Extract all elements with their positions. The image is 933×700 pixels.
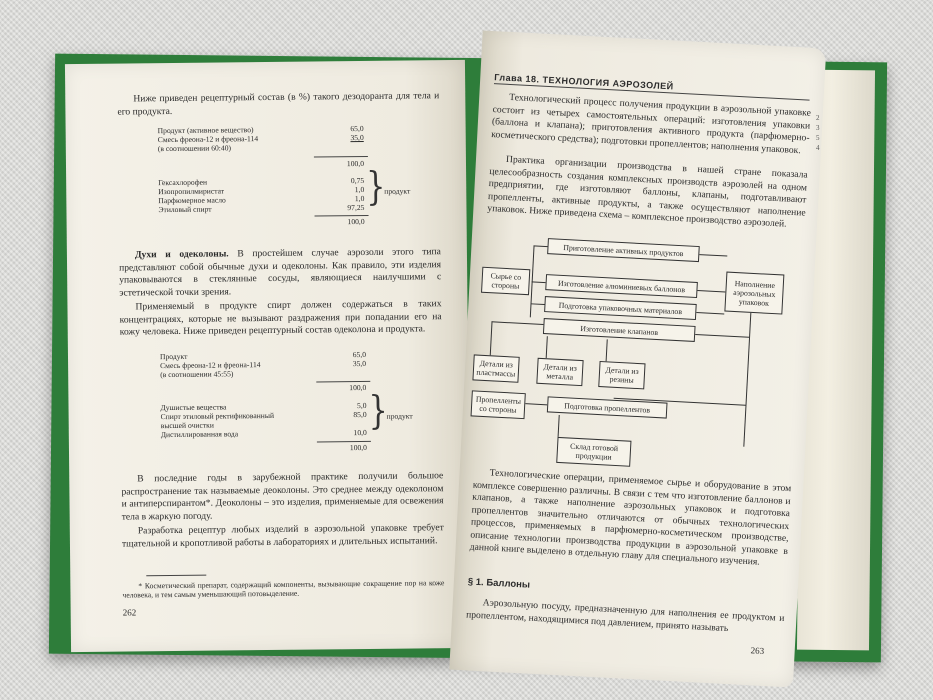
chapter-header: Глава 18. ТЕХНОЛОГИЯ АЭРОЗОЛЕЙ: [494, 72, 674, 92]
diagram-line-11: [546, 336, 548, 358]
recipe2-line-3: Парфюмерное масло: [158, 195, 226, 206]
recipe2-line-2: Изопропилмиристат: [158, 186, 225, 197]
recipe4-brace: }: [368, 388, 388, 435]
recipe4-value-4: 10,0: [353, 427, 367, 438]
diagram-line-13: [525, 403, 547, 405]
recipe2-line-1: Гексахлорофен: [158, 177, 208, 188]
box-plastic-parts: Детали из пластмассы: [472, 354, 519, 382]
recipe3-line-3: (в соотношении 45:55): [160, 369, 234, 380]
box-filling: Наполнение аэрозольных упаковок: [724, 272, 784, 315]
perfume-paragraph: [119, 246, 442, 299]
recipe1-value-1: 65,0: [350, 123, 364, 134]
diagram-line-3: [530, 303, 544, 305]
recipe2-value-3: 1,0: [354, 193, 365, 204]
left-page: [65, 60, 471, 652]
diagram-line-12: [606, 339, 608, 361]
recipe3-value-1: 65,0: [352, 349, 367, 360]
footnote: * Косметический препарат, содержащий компоненты, вызывающие сокращение пор на коже человека, и тем самым уменьшающий потовыделение.: [122, 578, 445, 600]
recipe2-brace-label: продукт: [384, 186, 411, 196]
diagram-line-4: [699, 254, 727, 256]
recipe2-brace: }: [366, 164, 386, 211]
box-warehouse: Склад готовой продукции: [556, 437, 631, 467]
diagram-line-5: [697, 290, 725, 292]
cans-paragraph: Аэрозольную посуду, предназначенную для наполнения ее продуктом и пропеллентом, находящимися под давлением, принято называть: [465, 597, 785, 634]
diagram-line-10: [491, 321, 543, 325]
recipe2-value-4: 97,25: [347, 202, 365, 213]
recipe4-line-4: Дистиллированная вода: [160, 429, 239, 440]
recipe4-line-1: Душистые вещества: [160, 402, 227, 413]
recipe1-line-2: Смесь фреона-12 и фреона-114: [157, 134, 259, 145]
recipe2-value-2: 1,0: [354, 184, 365, 195]
margin-number-1: 2: [816, 114, 820, 122]
perfume-text: В простейшем случае аэрозоли этого типа представляют собой обычные духи и одеколоны. Как правило, эти изделия упаковываются в стеклянные сосуды, являющиеся наилучшими с эстетической точки зрения.: [119, 246, 442, 299]
box-prep-active: Приготовление активных продуктов: [547, 238, 700, 262]
box-propellants-side: Пропелленты со стороны: [471, 390, 526, 419]
page-number-left: 262: [122, 607, 137, 618]
section-title: § 1. Баллоны: [467, 576, 531, 591]
margin-number-3: 5: [816, 134, 820, 142]
perfume-heading: Духи и одеколоны.: [134, 248, 229, 261]
diagram-line-7: [695, 334, 749, 338]
deocolon-paragraph: В последние годы в зарубежной практике получили большое распространение так называемые деоколоны. Это среднее между одеколоном и антиперспирантом*. Деоколоны – это изделия, применяемые для освежения тела в жаркую погоду.: [121, 470, 444, 523]
recipe1-line-3: (в соотношении 60:40): [157, 143, 232, 154]
recipe4-total: 100,0: [349, 442, 368, 453]
recipe3-total: 100,0: [349, 382, 367, 393]
recipe4-value-2: 85,0: [353, 409, 367, 420]
recipe3-value-2: 35,0: [352, 358, 367, 369]
diagram-line-14: [557, 415, 559, 439]
recipe4-value-1: 5,0: [356, 400, 367, 411]
box-metal-parts: Детали из металла: [536, 358, 583, 386]
recipe3-line-2: Смесь фреона-12 и фреона-114: [160, 360, 261, 371]
recipe4-brace-label: продукт: [386, 411, 413, 421]
alcohol-paragraph: Применяемый в продукте спирт должен содержаться в таких концентрациях, которые не вызывают раздражения при попадании его на кожу человека. Ниже приведен рецептурный состав одеколона и продукта.: [119, 298, 442, 338]
process-paragraph: Технологический процесс получения продукции в аэрозольной упаковке состоит из четырех самостоятельных операций: изготовления упаковки (баллона и клапана); приготовления активного продукта (парфюмерно-косметического средства); подготовки пропеллентов; наполнения упаковок.: [491, 91, 812, 156]
footnote-rule: [146, 575, 206, 577]
diagram-line-1: [534, 245, 548, 247]
diagram-line-2: [532, 281, 546, 283]
intro-paragraph: Ниже приведен рецептурный состав (в %) такого дезодоранта для тела и его продукта.: [117, 90, 440, 118]
recipe4-line-2: Спирт этиловый ректификованный: [160, 410, 275, 422]
recipe2-value-1: 0,75: [350, 175, 365, 186]
recipe4-line-3: высшей очистки: [160, 420, 214, 431]
box-raw-side: Сырье со стороны: [481, 267, 530, 295]
recipe1-total: 100,0: [346, 158, 365, 169]
recipe2-total: 100,0: [347, 216, 365, 227]
operations-paragraph: Технологические операции, применяемое сырье и оборудование в этом комплексе совершенно различны. В связи с тем что изготовление баллонов и клапанов, а также наполнение аэрозольных упаковок и подготовка пропеллентов значительно отличаются от обычных технологических процессов, применяемых в парфюмерно-косметическом производстве, описание технологии производства продукции в аэрозольной упаковке в данной книге выделено в отдельную главу для специального изучения.: [469, 467, 792, 568]
box-rubber-parts: Детали из резины: [598, 361, 645, 389]
development-paragraph: Разработка рецептур любых изделий в аэрозольной упаковке требует тщательной и кропотливой работы в лабораториях и длительных испытаний.: [121, 522, 444, 550]
box-valves: Изготовление клапанов: [543, 318, 696, 342]
recipe1-line-1: Продукт (активное вещество): [157, 125, 254, 136]
recipe1-value-2: 35,0: [350, 132, 364, 143]
box-prep-propellants: Подготовка пропеллентов: [547, 396, 668, 418]
recipe2-line-4: Этиловый спирт: [158, 204, 212, 215]
recipe3-line-1: Продукт: [159, 351, 188, 362]
box-alum-cans: Изготовление алюминиевых баллонов: [545, 274, 698, 298]
recipe1-rule: [314, 156, 368, 158]
margin-number-2: 3: [816, 124, 820, 132]
page-number-right: 263: [750, 645, 765, 657]
diagram-line-6: [696, 312, 724, 314]
diagram-line-right-vertical: [743, 303, 752, 447]
box-packing-materials: Подготовка упаковочных материалов: [544, 296, 697, 320]
right-page: [449, 30, 826, 687]
margin-number-4: 4: [816, 144, 820, 152]
organization-paragraph: Практика организации производства в нашей стране показала целесообразность создания комплексных производств аэрозолей на одном предприятии, где изготовляют баллоны, клапаны, подготавливают пропелленты, активные продукты, а также осуществляют наполнение упаковок. Ниже приведена схема – комплексное производство аэрозолей.: [487, 153, 808, 230]
